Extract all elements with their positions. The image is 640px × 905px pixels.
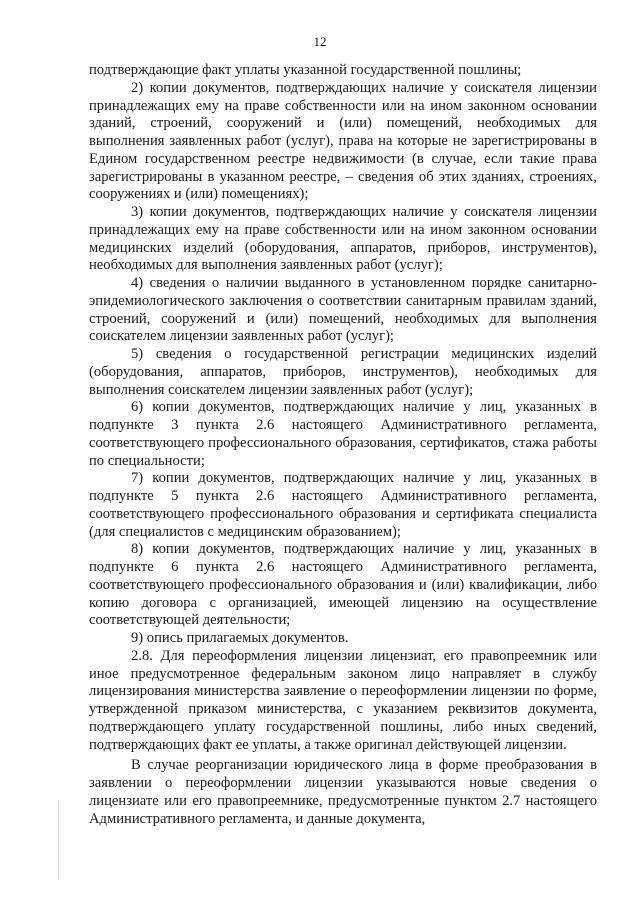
paragraph-item-2: 2) копии документов, подтверждающих наличие у соискателя лицензии принадлежащих ему на праве собственности или на ином законном основании зданий, строений, сооружений и (или) помещений, необходимых для выполнения заявленных работ (услуг), права на которые не зарегистрированы в Едином государственном реестре недвижимости (в случае, если такие права зарегистрированы в указанном реестре, – сведения об этих зданиях, строениях, сооружениях и (или) помещениях); — [89, 79, 597, 203]
paragraph-item-3: 3) копии документов, подтверждающих наличие у соискателя лицензии принадлежащих ему на праве собственности или на ином законном основании медицинских изделий (оборудования, аппаратов, приборов, инструментов), необходимых для выполнения заявленных работ (услуг); — [89, 204, 597, 274]
paragraph-item-5: 5) сведения о государственной регистрации медицинских изделий (оборудования, аппаратов, приборов, инструментов), необходимых для выполнения соискателем лицензии заявленных работ (услуг); — [89, 346, 597, 398]
paragraph-item-4: 4) сведения о наличии выданного в установленном порядке санитарно-эпидемиологического заключения о соответствии санитарным правилам зданий, строений, сооружений и (или) помещений, необходимых для выполнения соискателем лицензии заявленных работ (услуг); — [89, 275, 597, 345]
paragraph-item-7: 7) копии документов, подтверждающих наличие у лиц, указанных в подпункте 5 пункта 2.6 настоящего Административного регламента, соответствующего профессионального образования и сертификата специалиста (для специалистов с медицинским образованием); — [89, 470, 597, 540]
paragraph-item-8: 8) копии документов, подтверждающих наличие у лиц, указанных в подпункте 6 пункта 2.6 настоящего Административного регламента, соответствующего профессионального образования и (или) квалификации, либо копию договора с организацией, имеющей лицензию на осуществление соответствующей деятельности; — [89, 541, 597, 629]
page-number: 12 — [313, 34, 327, 49]
paragraph-continuation: подтверждающие факт уплаты указанной государственной пошлины; — [89, 62, 522, 78]
paragraph-item-9: 9) опись прилагаемых документов. — [131, 630, 349, 646]
paragraph-section-2-8: 2.8. Для переоформления лицензии лицензиат, его правопреемник или иное предусмотренное федеральным законом лицо направляет в службу лицензирования министерства заявление о переоформлении лицензии по форме, утвержденной приказом министерства, с указанием реквизитов документа, подтверждающего уплату государственной пошлины, либо иных сведений, подтверждающих факт ее уплаты, а также оригинал действующей лицензии. — [89, 647, 597, 753]
scan-edge-mark — [58, 800, 59, 880]
paragraph-reorganization: В случае реорганизации юридического лица в форме преобразования в заявлении о переоформлении лицензии указываются новые сведения о лицензиате или его правопреемнике, предусмотренные пунктом 2.7 настоящего Административного регламента, и данные документа, — [89, 757, 597, 827]
paragraph-item-6: 6) копии документов, подтверждающих наличие у лиц, указанных в подпункте 3 пункта 2.6 настоящего Административного регламента, соответствующего профессионального образования, сертификатов, стажа работы по специальности; — [89, 399, 597, 469]
document-body — [89, 62, 597, 828]
